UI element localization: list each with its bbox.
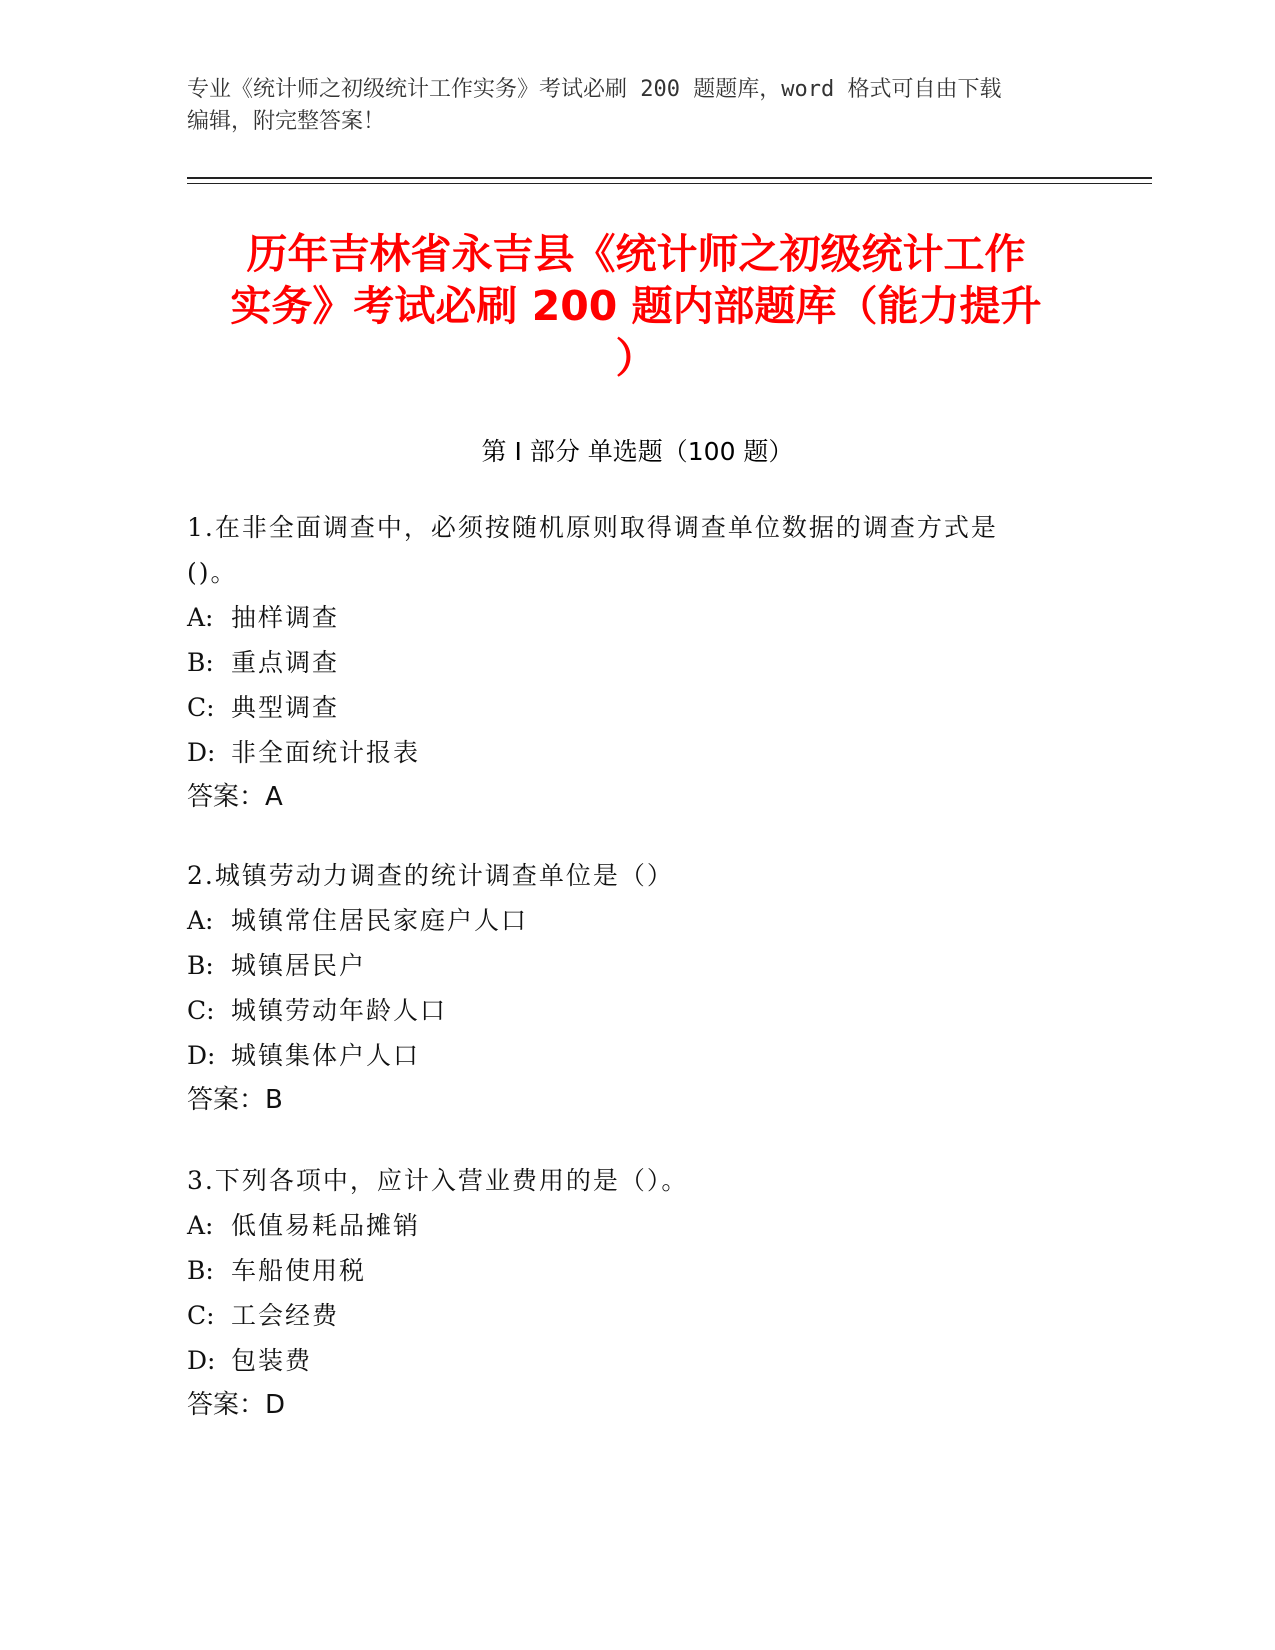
- option-text: 城镇劳动年龄人口: [231, 996, 448, 1025]
- option-text: 工会经费: [231, 1301, 340, 1330]
- option-text: 重点调查: [231, 648, 340, 677]
- option-key: C:: [187, 996, 215, 1025]
- header-divider-thick: [187, 177, 1152, 179]
- option-text: 抽样调查: [231, 603, 340, 632]
- question-3: [187, 1158, 1087, 1428]
- option-b: [187, 1248, 1087, 1293]
- option-d: [187, 730, 1087, 775]
- header-note-line-1: 专业《统计师之初级统计工作实务》考试必刷 200 题题库，word 格式可自由下载: [187, 77, 1002, 102]
- option-text: 低值易耗品摊销: [231, 1211, 421, 1240]
- option-text: 非全面统计报表: [231, 738, 421, 767]
- question-stem-line-2: ()。: [187, 558, 238, 587]
- option-a: [187, 1203, 1087, 1248]
- document-title: [196, 228, 1076, 384]
- option-text: 包装费: [231, 1346, 313, 1375]
- option-a: [187, 595, 1087, 640]
- option-text: 城镇居民户: [231, 951, 367, 980]
- question-stem: [187, 853, 1087, 898]
- question-2: [187, 853, 1087, 1123]
- answer-line: 答案：A: [187, 782, 283, 812]
- option-d: [187, 1338, 1087, 1383]
- answer-line: 答案：D: [187, 1390, 286, 1420]
- option-c: [187, 988, 1087, 1033]
- option-key: B:: [187, 648, 214, 677]
- option-a: [187, 898, 1087, 943]
- option-c: [187, 685, 1087, 730]
- option-key: A:: [187, 603, 214, 632]
- question-stem-line-1: 1.在非全面调查中，必须按随机原则取得调查单位数据的调查方式是: [187, 513, 998, 542]
- option-text: 典型调查: [231, 693, 340, 722]
- option-key: B:: [187, 951, 214, 980]
- option-key: D:: [187, 1346, 216, 1375]
- answer-line: 答案：B: [187, 1085, 283, 1115]
- option-key: B:: [187, 1256, 214, 1285]
- question-stem-line-1: 3.下列各项中，应计入营业费用的是（）。: [187, 1166, 689, 1195]
- header-divider-thin: [187, 183, 1152, 184]
- option-b: [187, 640, 1087, 685]
- option-key: D:: [187, 1041, 216, 1070]
- option-b: [187, 943, 1087, 988]
- option-text: 城镇常住居民家庭户人口: [231, 906, 529, 935]
- option-text: 城镇集体户人口: [231, 1041, 421, 1070]
- header-note-line-2: 编辑，附完整答案！: [187, 109, 386, 134]
- document-title-line-2: 实务》考试必刷 200 题内部题库（能力提升: [230, 282, 1042, 330]
- option-key: C:: [187, 1301, 215, 1330]
- document-title-line-3: ）: [615, 334, 657, 382]
- question-stem-line-1: 2.城镇劳动力调查的统计调查单位是（）: [187, 861, 674, 890]
- option-key: C:: [187, 693, 215, 722]
- option-key: A:: [187, 1211, 214, 1240]
- option-text: 车船使用税: [231, 1256, 367, 1285]
- question-1: [187, 505, 1087, 820]
- option-c: [187, 1293, 1087, 1338]
- document-title-line-1: 历年吉林省永吉县《统计师之初级统计工作: [246, 230, 1026, 278]
- option-d: [187, 1033, 1087, 1078]
- section-heading: 第 I 部分 单选题（100 题）: [481, 437, 794, 466]
- option-key: A:: [187, 906, 214, 935]
- question-stem: [187, 505, 1087, 595]
- header-note: [187, 74, 1087, 138]
- question-stem: [187, 1158, 1087, 1203]
- option-key: D:: [187, 738, 216, 767]
